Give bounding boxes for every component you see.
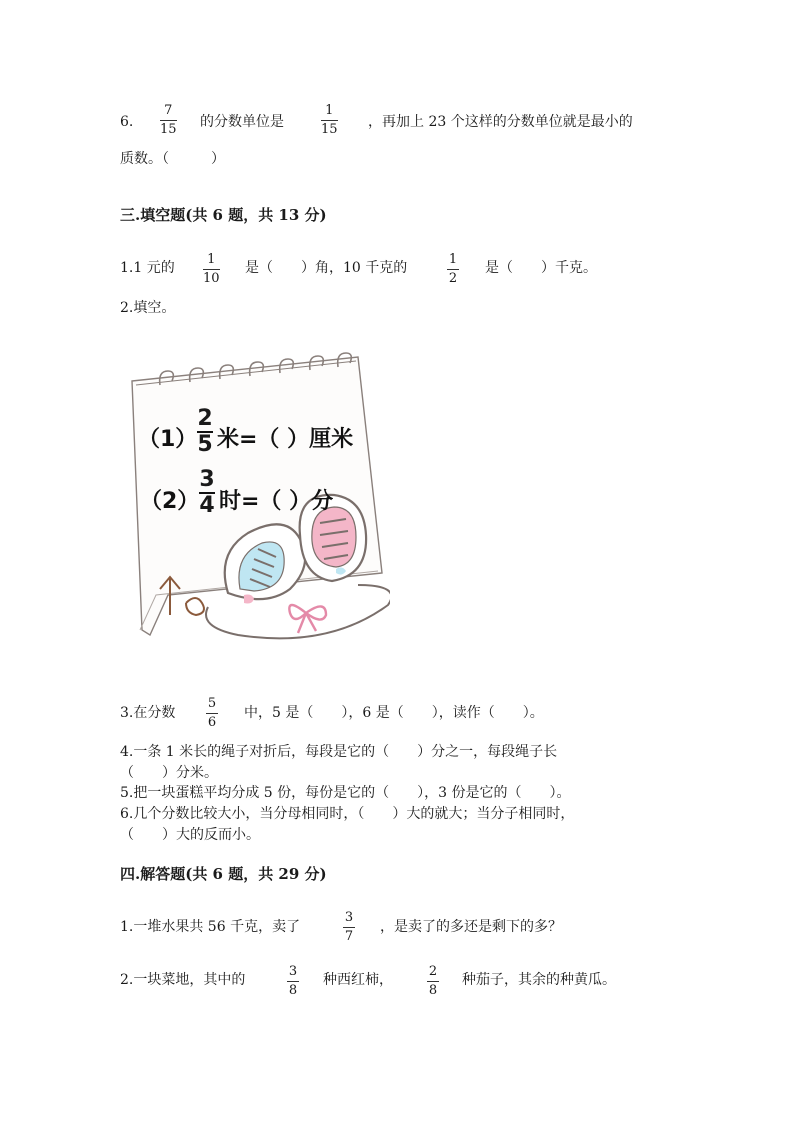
illustration-fraction: 2 5 xyxy=(197,406,213,457)
section-heading: 四.解答题(共 6 题，共 29 分) xyxy=(120,865,327,883)
question-text: 是（ ）角，10 千克的 xyxy=(245,260,408,276)
question-text: （ ）分米。 xyxy=(120,765,218,781)
question-text: 6.几个分数比较大小，当分母相同时，（ ）大的就大；当分子相同时， xyxy=(120,806,575,822)
question-text: 种西红柿， xyxy=(323,972,393,988)
fraction: 3 7 xyxy=(344,910,354,944)
question-text: ，再加上 23 个这样的分数单位就是最小的 xyxy=(368,114,633,130)
question-text: 1.一堆水果共 56 千克，卖了 xyxy=(120,919,301,935)
illustration-line1-suffix: 米=（ ）厘米 xyxy=(217,427,354,452)
question-text: 种茄子，其余的种黄瓜。 xyxy=(462,972,616,988)
fraction: 1 15 xyxy=(321,103,338,137)
illustration-line2-prefix: （2） xyxy=(140,489,200,514)
question-text: 3.在分数 xyxy=(120,705,176,721)
question-text: 质数。（ ） xyxy=(120,151,225,167)
fraction: 1 2 xyxy=(448,252,458,286)
fraction: 2 8 xyxy=(428,964,438,998)
question-text: （ ）大的反而小。 xyxy=(120,827,260,843)
question-text: 中，5 是（ ），6 是（ ），读作（ ）。 xyxy=(244,705,544,721)
fraction: 1 10 xyxy=(203,252,220,286)
question-number: 6. xyxy=(120,114,134,130)
bow-icon xyxy=(289,605,326,633)
section-heading: 三.填空题(共 6 题，共 13 分) xyxy=(120,206,327,224)
illustration-line2-suffix: 时=（ ）分 xyxy=(219,489,334,514)
illustration-fraction: 3 4 xyxy=(199,467,215,518)
fraction: 3 8 xyxy=(288,964,298,998)
fraction: 7 15 xyxy=(160,103,177,137)
question-text: 是（ ）千克。 xyxy=(485,260,597,276)
fraction: 5 6 xyxy=(207,696,217,730)
question-text: ，是卖了的多还是剩下的多？ xyxy=(380,919,562,935)
question-text: 2.一块菜地，其中的 xyxy=(120,972,246,988)
illustration-line1-prefix: （1） xyxy=(138,427,198,452)
question-text: 2.填空。 xyxy=(120,300,176,316)
question-text: 的分数单位是 xyxy=(200,114,284,130)
question-text: 4.一条 1 米长的绳子对折后，每段是它的（ ）分之一，每段绳子长 xyxy=(120,744,558,760)
question-text: 5.把一块蛋糕平均分成 5 份，每份是它的（ ），3 份是它的（ ）。 xyxy=(120,785,571,801)
notepad-illustration xyxy=(120,345,390,650)
question-text: 1.1 元的 xyxy=(120,260,175,276)
